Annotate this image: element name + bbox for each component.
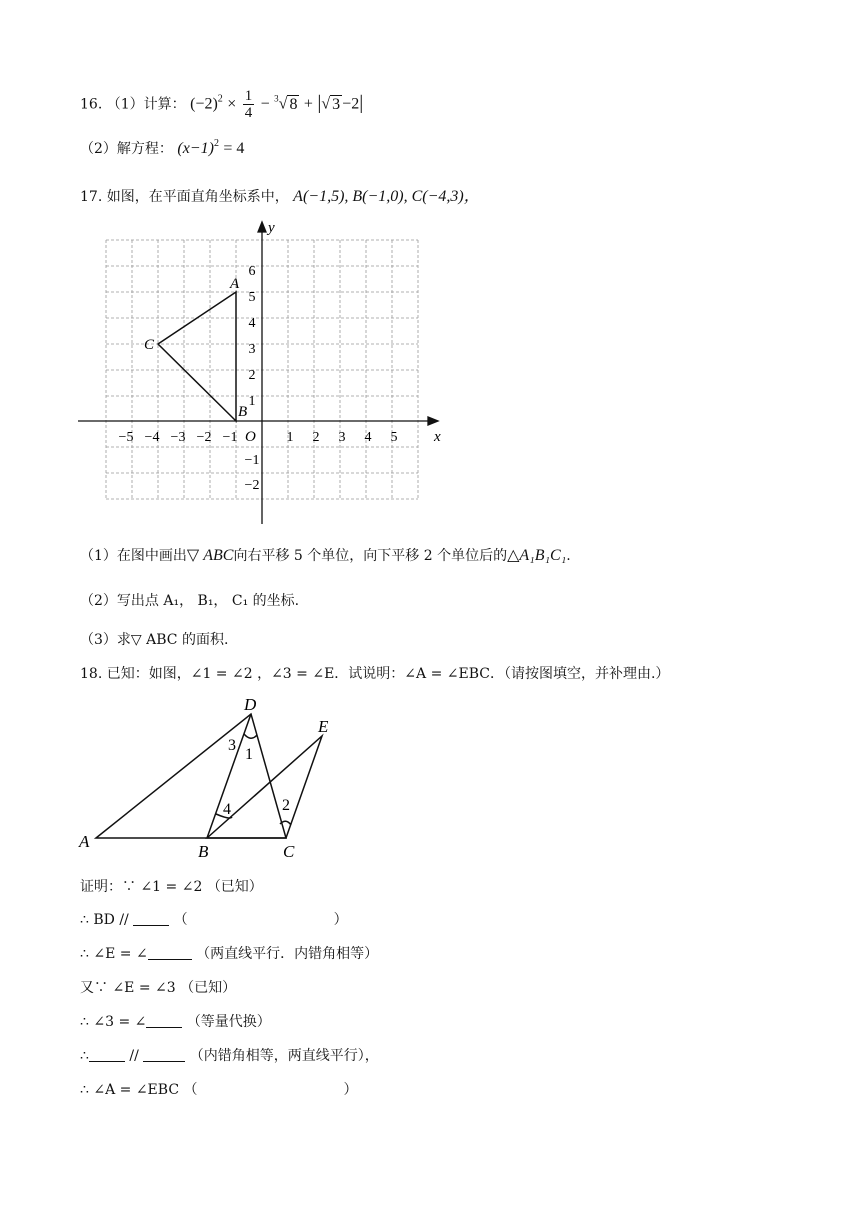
- proof-line-1: [80, 876, 263, 896]
- q16-part2-exp: 2: [213, 138, 219, 149]
- angle-label-2: 2: [282, 797, 290, 814]
- proof-6-a: ∴: [80, 1048, 89, 1064]
- q17-sub1-triangle2: △A₁B₁C₁: [507, 547, 567, 564]
- label-d: D: [244, 695, 257, 714]
- label-e: E: [318, 717, 329, 736]
- q17-sub1: [80, 545, 571, 565]
- q16-minus-2: −2: [342, 95, 360, 113]
- y-tick: 4: [248, 316, 256, 331]
- blank-field[interactable]: [143, 1047, 185, 1062]
- proof-5-b: （等量代换）: [186, 1014, 271, 1030]
- angle-label-3: 3: [228, 737, 236, 754]
- triangle-adc: [96, 714, 286, 838]
- proof-1-a: 证明：∵ ∠1 = ∠2: [80, 879, 203, 895]
- q17-sub1-triangle: ▽ ABC: [186, 547, 234, 564]
- q16-minus: −: [260, 95, 270, 113]
- x-tick-labels: [119, 430, 398, 445]
- q16-radical-sign-icon: √: [278, 95, 288, 113]
- proof-3-b: （两直线平行．内错角相等）: [196, 946, 379, 962]
- x-tick: 5: [390, 430, 398, 445]
- q16-abs-left: |: [317, 91, 322, 114]
- q16-part1: [80, 88, 363, 121]
- q16-abs-right: |: [359, 91, 364, 114]
- q17-intro: [80, 183, 480, 206]
- q16-number: 16.: [80, 96, 103, 113]
- x-tick: −2: [196, 430, 212, 445]
- x-axis-label: x: [434, 429, 441, 445]
- x-tick: 1: [286, 430, 294, 445]
- x-tick: −3: [170, 430, 186, 445]
- proof-7-a: ∴ ∠A = ∠EBC: [80, 1082, 180, 1098]
- proof-7-c: ）: [343, 1082, 358, 1098]
- q16-radicand-8: 8: [289, 95, 298, 113]
- q16-part2-base: (x−1): [177, 140, 214, 157]
- y-tick-labels: [245, 264, 260, 493]
- q16-frac-num: 1: [244, 88, 253, 104]
- proof-2-b: （: [173, 912, 188, 928]
- q17-sub1-end: .: [566, 548, 571, 564]
- y-tick: 3: [248, 342, 256, 357]
- y-tick: −1: [244, 453, 260, 468]
- y-tick: 5: [248, 290, 256, 305]
- y-tick: 2: [248, 368, 256, 383]
- y-tick: 6: [248, 264, 256, 279]
- q16-base: (−2): [190, 95, 218, 113]
- q17-sub3: （3）求▽ ABC 的面积.: [80, 632, 229, 648]
- y-axis-label: y: [268, 220, 275, 236]
- blank-field[interactable]: [133, 911, 169, 926]
- proof-4-a: 又∵ ∠E = ∠3: [80, 980, 176, 996]
- q16-part2-label: （2）解方程：: [80, 141, 173, 157]
- q16-part1-label: （1）计算：: [106, 96, 186, 113]
- x-tick: −4: [144, 430, 160, 445]
- proof-2-c: ）: [333, 912, 348, 928]
- q16-radical-sign-icon-2: √: [321, 95, 331, 113]
- q16-plus: +: [303, 95, 313, 113]
- x-tick: 3: [338, 430, 346, 445]
- triangle-abc: [158, 292, 236, 421]
- proof-6-mid: //: [124, 1048, 144, 1064]
- proof-6-b: （内错角相等，两直线平行），: [189, 1048, 379, 1064]
- proof-line-5: [80, 1011, 271, 1031]
- triangle-bec: [207, 736, 322, 838]
- proof-1-b: （已知）: [206, 879, 263, 895]
- point-b-label: B: [238, 404, 248, 420]
- q18-intro: 18. 已知：如图，∠1 = ∠2 ，∠3 = ∠E．试说明：∠A = ∠EBC．（请按图填空，并补理由.）: [80, 666, 670, 682]
- proof-line-7: [80, 1079, 358, 1099]
- q17-coordinate-graph: [72, 218, 452, 530]
- angle-label-4: 4: [223, 801, 231, 818]
- proof-5-a: ∴ ∠3 = ∠: [80, 1014, 147, 1030]
- angle-label-1: 1: [245, 746, 253, 763]
- q16-part2-rhs: = 4: [223, 140, 245, 157]
- label-a: A: [79, 832, 90, 851]
- proof-7-b: （: [183, 1082, 198, 1098]
- point-c-label: C: [144, 337, 155, 353]
- blank-field[interactable]: [148, 945, 192, 960]
- q16-radicand-3: 3: [332, 95, 341, 113]
- q16-part2: [80, 138, 244, 158]
- q16-fraction: [243, 88, 255, 121]
- blank-field[interactable]: [89, 1047, 125, 1062]
- proof-line-4: [80, 977, 236, 997]
- point-a-label: A: [230, 276, 240, 292]
- q17-points: A(−1,5), B(−1,0), C(−4,3)，: [293, 188, 480, 205]
- blank-field[interactable]: [146, 1013, 182, 1028]
- angle-arc-d: [244, 734, 257, 738]
- q17-sub2: （2）写出点 A₁， B₁， C₁ 的坐标.: [80, 593, 300, 609]
- x-tick: 4: [364, 430, 372, 445]
- label-b: B: [198, 842, 209, 861]
- q16-cube-index: 3: [274, 93, 279, 104]
- q18-triangle-figure: [74, 692, 354, 864]
- proof-line-6: [80, 1045, 379, 1065]
- label-c: C: [283, 842, 295, 861]
- proof-3-a: ∴ ∠E = ∠: [80, 946, 148, 962]
- q16-frac-den: 4: [244, 105, 253, 121]
- x-tick: −5: [118, 430, 134, 445]
- q17-sub1-a: （1）在图中画出: [80, 548, 187, 564]
- proof-line-2: [80, 909, 348, 929]
- q16-exp: 2: [217, 93, 223, 105]
- q17-sub1-b: 向右平移 5 个单位，向下平移 2 个单位后的: [233, 548, 508, 564]
- origin-label: O: [245, 429, 256, 445]
- q16-times: ×: [227, 95, 237, 113]
- y-tick: 1: [248, 394, 256, 409]
- q17-intro-text: 17. 如图，在平面直角坐标系中，: [80, 189, 289, 205]
- proof-4-b: （已知）: [180, 980, 237, 996]
- proof-line-3: [80, 943, 378, 963]
- proof-2-a: ∴ BD //: [80, 912, 134, 928]
- y-tick: −2: [244, 478, 260, 493]
- x-tick: −1: [222, 430, 238, 445]
- x-tick: 2: [312, 430, 320, 445]
